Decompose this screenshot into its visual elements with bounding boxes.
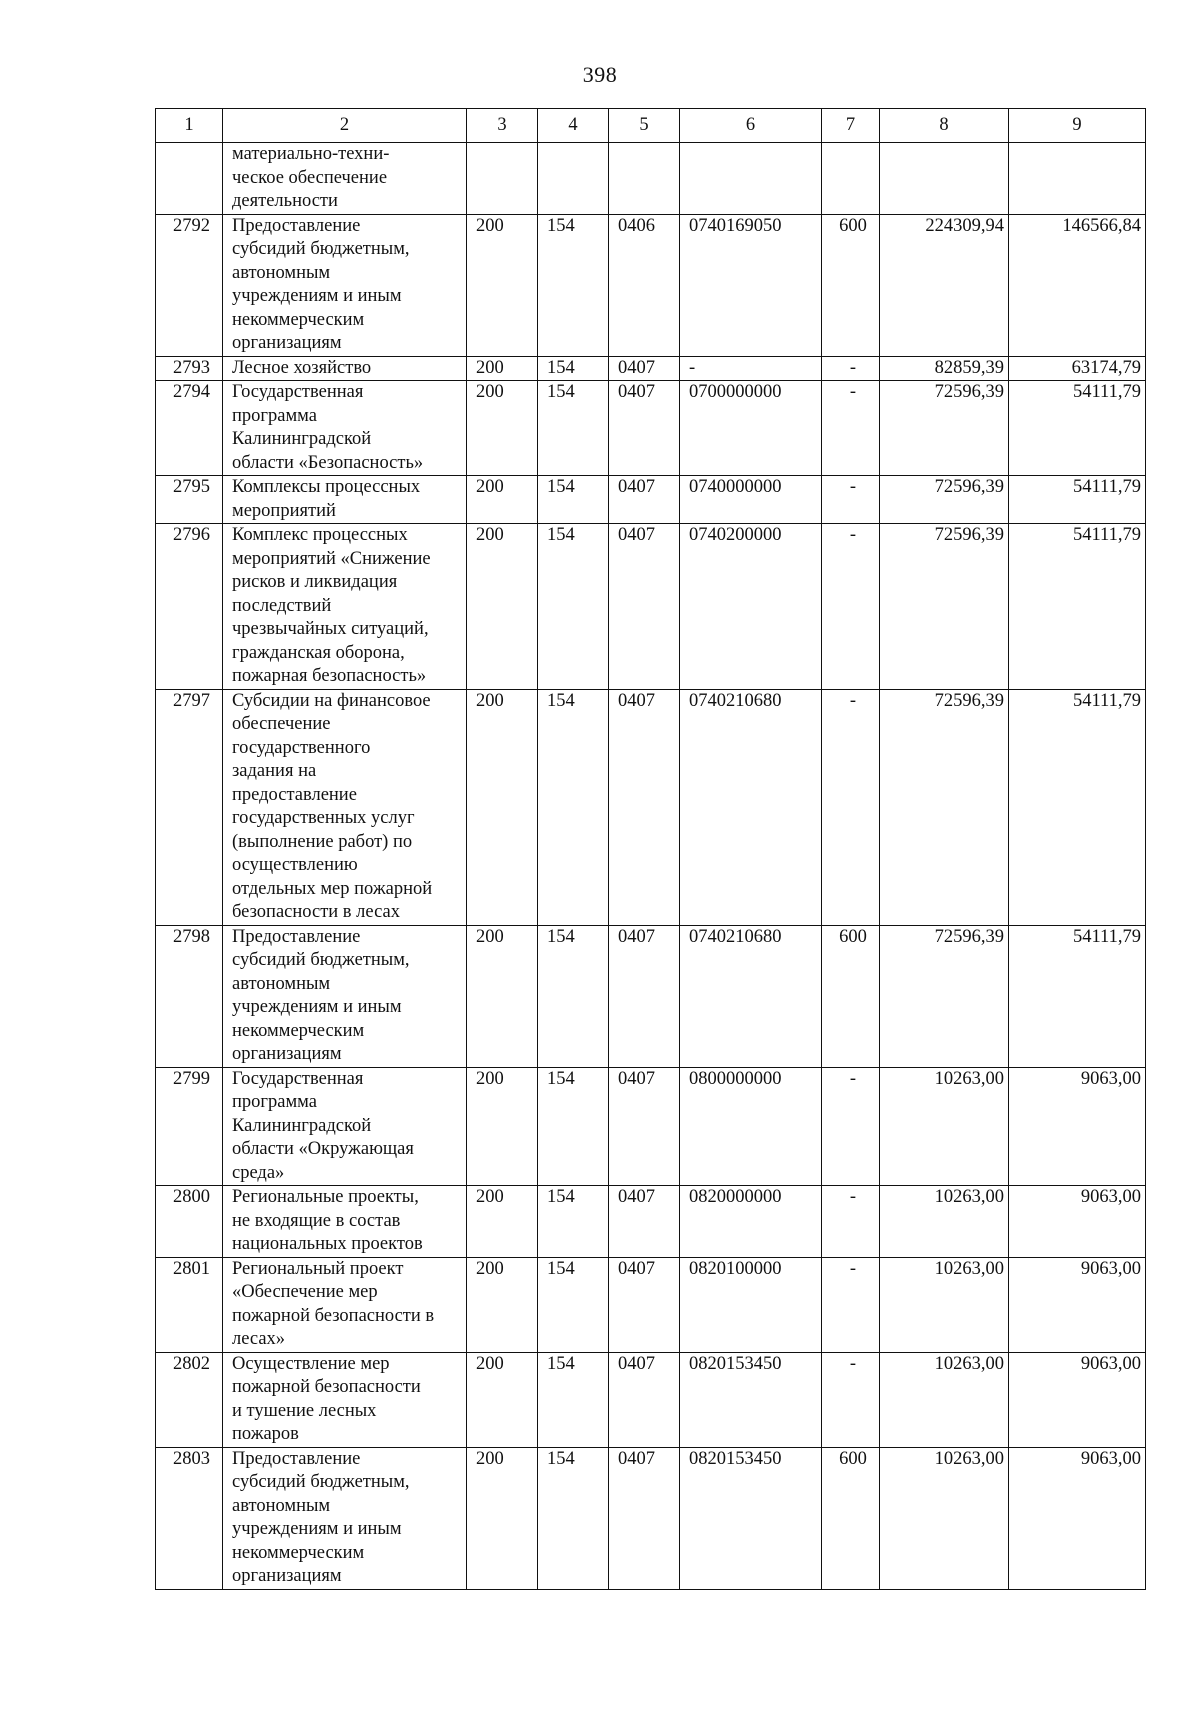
table-row xyxy=(156,1186,1146,1258)
target-article-code: 0740210680 xyxy=(680,689,822,925)
admin-code: 200 xyxy=(467,356,538,381)
table-row xyxy=(156,1067,1146,1186)
page-number: 398 xyxy=(582,62,618,87)
target-article-code: 0820153450 xyxy=(680,1352,822,1447)
department-code: 154 xyxy=(538,214,609,356)
section-code: 0407 xyxy=(609,1447,680,1589)
expense-type-code: - xyxy=(822,1352,880,1447)
row-number: 2802 xyxy=(156,1352,223,1447)
row-number: 2792 xyxy=(156,214,223,356)
column-header: 7 xyxy=(822,109,880,143)
column-header: 4 xyxy=(538,109,609,143)
expense-type-code: 600 xyxy=(822,214,880,356)
row-number: 2800 xyxy=(156,1186,223,1258)
column-header: 6 xyxy=(680,109,822,143)
department-code xyxy=(538,143,609,215)
item-name: Комплексы процессных мероприятий xyxy=(223,476,467,524)
department-code: 154 xyxy=(538,381,609,476)
department-code: 154 xyxy=(538,476,609,524)
amount-col8: 72596,39 xyxy=(880,925,1009,1067)
table-row xyxy=(156,356,1146,381)
section-code: 0407 xyxy=(609,1067,680,1186)
amount-col8: 10263,00 xyxy=(880,1352,1009,1447)
admin-code: 200 xyxy=(467,524,538,690)
header-row xyxy=(156,109,1146,143)
target-article-code: 0740210680 xyxy=(680,925,822,1067)
amount-col9: 9063,00 xyxy=(1009,1352,1146,1447)
admin-code: 200 xyxy=(467,1447,538,1589)
department-code: 154 xyxy=(538,1186,609,1258)
section-code: 0406 xyxy=(609,214,680,356)
amount-col9: 54111,79 xyxy=(1009,689,1146,925)
expense-type-code: 600 xyxy=(822,1447,880,1589)
column-header: 9 xyxy=(1009,109,1146,143)
admin-code: 200 xyxy=(467,1186,538,1258)
expense-type-code: 600 xyxy=(822,925,880,1067)
table-row xyxy=(156,381,1146,476)
item-name: Государственная программа Калининградской области «Безопасность» xyxy=(223,381,467,476)
target-article-code: 0700000000 xyxy=(680,381,822,476)
item-name: Осуществление мер пожарной безопасности и тушение лесных пожаров xyxy=(223,1352,467,1447)
table-row xyxy=(156,143,1146,215)
item-name: Региональный проект «Обеспечение мер пожарной безопасности в лесах» xyxy=(223,1257,467,1352)
item-name: материально-техни- ческое обеспечение деятельности xyxy=(223,143,467,215)
amount-col8: 82859,39 xyxy=(880,356,1009,381)
table-row xyxy=(156,476,1146,524)
item-name: Комплекс процессных мероприятий «Снижение рисков и ликвидация последствий чрезвычайных ситуаций, гражданская оборона, пожарная безопасность» xyxy=(223,524,467,690)
row-number: 2801 xyxy=(156,1257,223,1352)
target-article-code: 0740200000 xyxy=(680,524,822,690)
expense-type-code: - xyxy=(822,1067,880,1186)
amount-col9: 54111,79 xyxy=(1009,381,1146,476)
admin-code: 200 xyxy=(467,381,538,476)
amount-col9: 9063,00 xyxy=(1009,1067,1146,1186)
department-code: 154 xyxy=(538,689,609,925)
amount-col9: 63174,79 xyxy=(1009,356,1146,381)
table-row xyxy=(156,1352,1146,1447)
amount-col8: 72596,39 xyxy=(880,689,1009,925)
section-code: 0407 xyxy=(609,1352,680,1447)
amount-col9: 146566,84 xyxy=(1009,214,1146,356)
expense-type-code: - xyxy=(822,524,880,690)
amount-col9: 9063,00 xyxy=(1009,1257,1146,1352)
table-row xyxy=(156,689,1146,925)
item-name: Государственная программа Калининградской области «Окружающая среда» xyxy=(223,1067,467,1186)
item-name: Предоставление субсидий бюджетным, автономным учреждениям и иным некоммерческим организациям xyxy=(223,1447,467,1589)
target-article-code: - xyxy=(680,356,822,381)
amount-col9: 9063,00 xyxy=(1009,1447,1146,1589)
department-code: 154 xyxy=(538,1352,609,1447)
row-number: 2796 xyxy=(156,524,223,690)
column-header: 2 xyxy=(223,109,467,143)
amount-col8: 72596,39 xyxy=(880,381,1009,476)
admin-code: 200 xyxy=(467,925,538,1067)
section-code: 0407 xyxy=(609,925,680,1067)
department-code: 154 xyxy=(538,1067,609,1186)
table-body xyxy=(156,143,1146,1590)
expense-type-code: - xyxy=(822,689,880,925)
target-article-code xyxy=(680,143,822,215)
admin-code: 200 xyxy=(467,476,538,524)
expense-type-code: - xyxy=(822,476,880,524)
admin-code: 200 xyxy=(467,1257,538,1352)
amount-col8: 10263,00 xyxy=(880,1067,1009,1186)
target-article-code: 0740169050 xyxy=(680,214,822,356)
admin-code: 200 xyxy=(467,689,538,925)
amount-col9: 54111,79 xyxy=(1009,524,1146,690)
expense-type-code: - xyxy=(822,381,880,476)
department-code: 154 xyxy=(538,925,609,1067)
row-number: 2803 xyxy=(156,1447,223,1589)
amount-col8: 10263,00 xyxy=(880,1186,1009,1258)
item-name: Предоставление субсидий бюджетным, автономным учреждениям и иным некоммерческим организациям xyxy=(223,925,467,1067)
item-name: Предоставление субсидий бюджетным, автономным учреждениям и иным некоммерческим организациям xyxy=(223,214,467,356)
row-number: 2794 xyxy=(156,381,223,476)
amount-col8: 224309,94 xyxy=(880,214,1009,356)
amount-col9: 54111,79 xyxy=(1009,925,1146,1067)
admin-code xyxy=(467,143,538,215)
column-header: 5 xyxy=(609,109,680,143)
item-name: Субсидии на финансовое обеспечение государственного задания на предоставление государственных услуг (выполнение работ) по осуществлению отдельных мер пожарной безопасности в лесах xyxy=(223,689,467,925)
section-code: 0407 xyxy=(609,1186,680,1258)
row-number: 2799 xyxy=(156,1067,223,1186)
amount-col8 xyxy=(880,143,1009,215)
admin-code: 200 xyxy=(467,214,538,356)
target-article-code: 0820100000 xyxy=(680,1257,822,1352)
target-article-code: 0820000000 xyxy=(680,1186,822,1258)
target-article-code: 0800000000 xyxy=(680,1067,822,1186)
row-number: 2797 xyxy=(156,689,223,925)
department-code: 154 xyxy=(538,356,609,381)
amount-col9: 54111,79 xyxy=(1009,476,1146,524)
department-code: 154 xyxy=(538,1257,609,1352)
row-number: 2798 xyxy=(156,925,223,1067)
row-number: 2795 xyxy=(156,476,223,524)
admin-code: 200 xyxy=(467,1067,538,1186)
table-row xyxy=(156,925,1146,1067)
amount-col9: 9063,00 xyxy=(1009,1186,1146,1258)
row-number: 2793 xyxy=(156,356,223,381)
amount-col9 xyxy=(1009,143,1146,215)
expense-type-code xyxy=(822,143,880,215)
row-number xyxy=(156,143,223,215)
section-code xyxy=(609,143,680,215)
amount-col8: 10263,00 xyxy=(880,1257,1009,1352)
section-code: 0407 xyxy=(609,524,680,690)
table-row xyxy=(156,1447,1146,1589)
table-row xyxy=(156,1257,1146,1352)
column-header: 1 xyxy=(156,109,223,143)
budget-table xyxy=(155,108,1146,1590)
item-name: Региональные проекты, не входящие в состав национальных проектов xyxy=(223,1186,467,1258)
admin-code: 200 xyxy=(467,1352,538,1447)
amount-col8: 72596,39 xyxy=(880,524,1009,690)
item-name: Лесное хозяйство xyxy=(223,356,467,381)
department-code: 154 xyxy=(538,1447,609,1589)
section-code: 0407 xyxy=(609,381,680,476)
column-header: 3 xyxy=(467,109,538,143)
amount-col8: 72596,39 xyxy=(880,476,1009,524)
section-code: 0407 xyxy=(609,356,680,381)
table-row xyxy=(156,214,1146,356)
expense-type-code: - xyxy=(822,1186,880,1258)
section-code: 0407 xyxy=(609,689,680,925)
expense-type-code: - xyxy=(822,356,880,381)
department-code: 154 xyxy=(538,524,609,690)
target-article-code: 0820153450 xyxy=(680,1447,822,1589)
table-row xyxy=(156,524,1146,690)
column-header: 8 xyxy=(880,109,1009,143)
section-code: 0407 xyxy=(609,476,680,524)
expense-type-code: - xyxy=(822,1257,880,1352)
section-code: 0407 xyxy=(609,1257,680,1352)
amount-col8: 10263,00 xyxy=(880,1447,1009,1589)
target-article-code: 0740000000 xyxy=(680,476,822,524)
